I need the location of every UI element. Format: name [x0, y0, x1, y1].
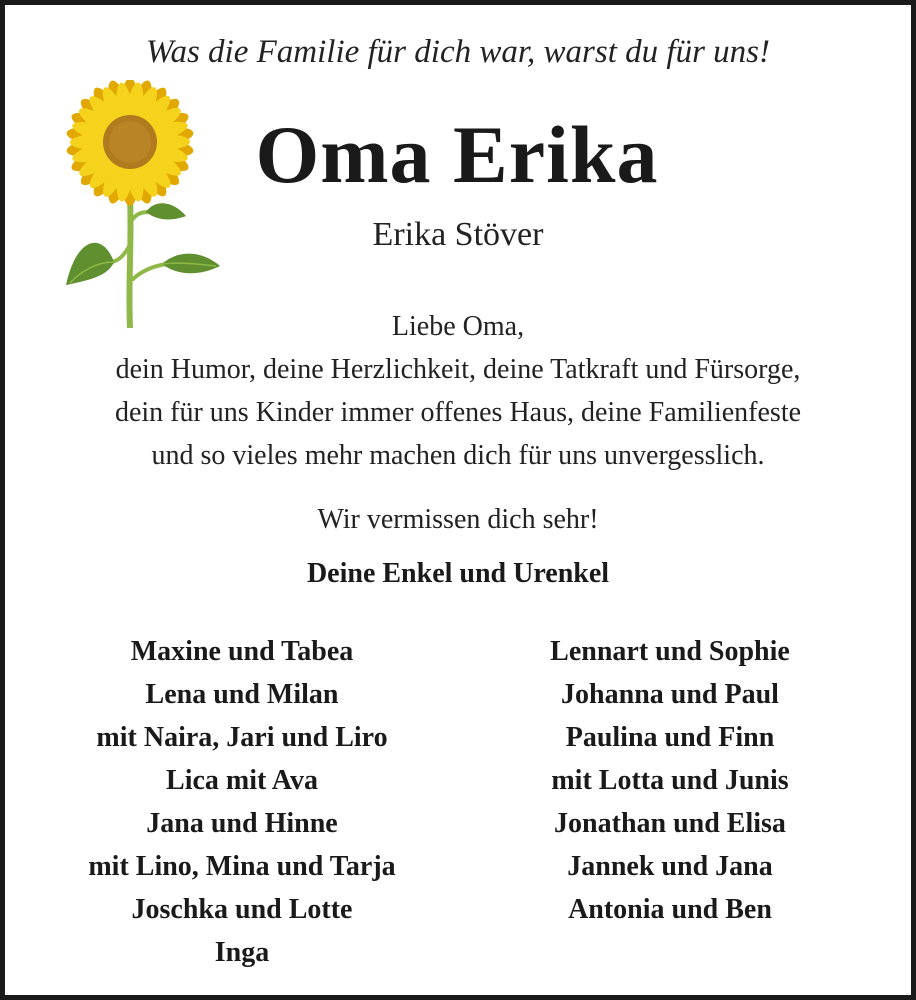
family-name-entry: Jonathan und Elisa	[554, 808, 786, 839]
family-name-entry: mit Naira, Jari und Liro	[96, 722, 388, 753]
greeting-text	[0, 305, 916, 477]
greeting-line: dein Humor, deine Herzlichkeit, deine Tatkraft und Fürsorge,	[115, 354, 801, 385]
family-name-entry: Joschka und Lotte	[131, 894, 353, 925]
family-name-entry: Lennart und Sophie	[550, 636, 790, 667]
deceased-nickname: Oma Erika	[255, 109, 659, 200]
family-name-entry: Maxine und Tabea	[130, 636, 354, 667]
names-column-right	[480, 630, 860, 931]
family-name-entry: Paulina und Finn	[565, 722, 775, 753]
closing-text: Wir vermissen dich sehr!	[317, 504, 599, 535]
family-name-entry: Lica mit Ava	[166, 765, 318, 796]
family-name-entry: Jannek und Jana	[567, 851, 773, 882]
names-column-left	[52, 630, 432, 974]
family-name-entry: Jana und Hinne	[146, 808, 338, 839]
sunflower-icon	[62, 80, 222, 330]
greeting-line: Liebe Oma,	[391, 311, 525, 342]
family-name-entry: Lena und Milan	[145, 679, 339, 710]
deceased-full-name: Erika Stöver	[372, 216, 544, 253]
family-name-entry: mit Lino, Mina und Tarja	[88, 851, 396, 882]
family-name-entry: Johanna und Paul	[561, 679, 779, 710]
greeting-line: dein für uns Kinder immer offenes Haus, deine Familienfeste	[114, 397, 802, 428]
greeting-line: und so vieles mehr machen dich für uns unvergesslich.	[151, 440, 765, 471]
family-name-entry: mit Lotta und Junis	[551, 765, 789, 796]
motto: Was die Familie für dich war, warst du für uns!	[146, 34, 770, 70]
signature-heading: Deine Enkel und Urenkel	[306, 558, 610, 589]
family-name-entry: Antonia und Ben	[568, 894, 772, 925]
family-name-entry: Inga	[214, 937, 270, 968]
